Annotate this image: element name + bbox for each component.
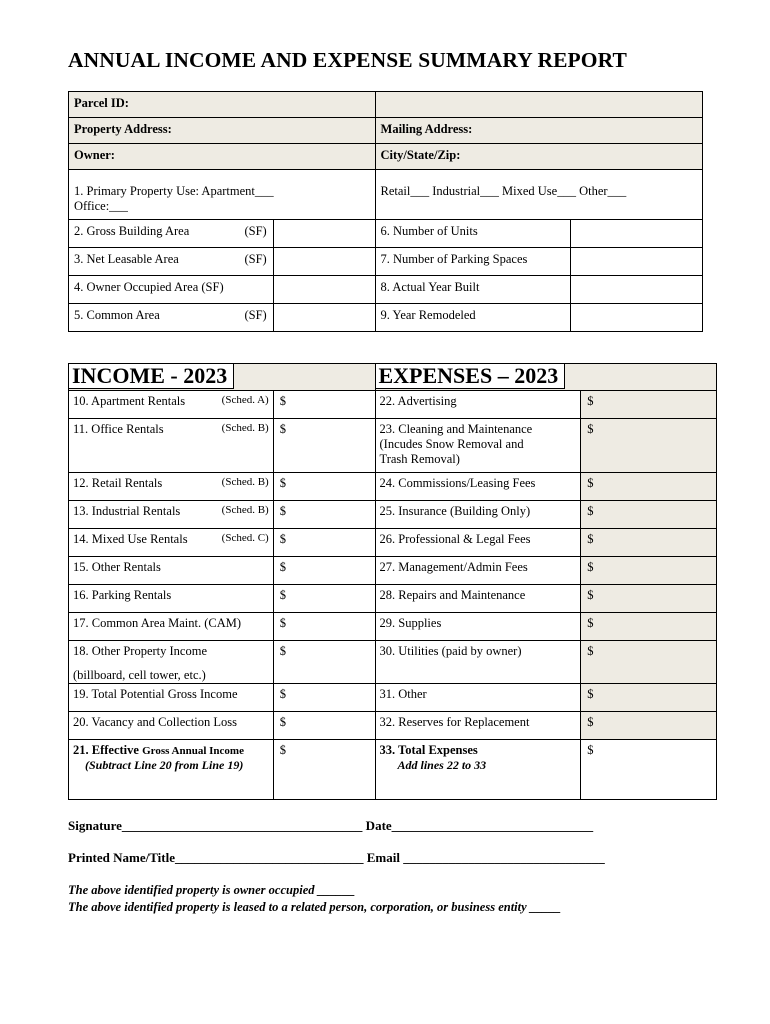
expense-line-label: 30. Utilities (paid by owner) [375,641,581,684]
gross-building-area-field[interactable] [273,220,375,248]
income-amount-field[interactable]: $ [273,419,375,473]
effective-gross-income-field[interactable]: $ [273,740,375,800]
owner-occupied-area-field[interactable] [273,276,375,304]
owner-label: Owner: [69,144,376,170]
printed-name-line: Printed Name/Title_____________________________ Email _______________________________ [68,850,605,865]
income-line-label: 10. Apartment Rentals (Sched. A) [69,391,274,419]
common-area-label: 5. Common Area (SF) [69,304,274,332]
income-line-label: 13. Industrial Rentals (Sched. B) [69,501,274,529]
primary-use-line2: Office:___ [74,199,128,213]
year-remodeled-label: 9. Year Remodeled [375,304,571,332]
expense-amount-field[interactable]: $ [581,641,717,684]
income-heading: INCOME - 2023 [69,364,234,389]
year-remodeled-field[interactable] [571,304,703,332]
primary-use-line1: 1. Primary Property Use: Apartment___ [74,184,274,198]
signature-line: Signature_____________________________________ Date_______________________________ [68,818,594,833]
page-title: ANNUAL INCOME AND EXPENSE SUMMARY REPORT [68,48,627,72]
income-amount-field[interactable]: $ [273,684,375,712]
expense-amount-field[interactable]: $ [581,684,717,712]
income-amount-field[interactable]: $ [273,613,375,641]
income-line-label: 19. Total Potential Gross Income [69,684,274,712]
income-line-label: 18. Other Property Income (billboard, cell tower, etc.) [69,641,274,684]
expense-amount-field[interactable]: $ [581,585,717,613]
income-heading-cell [69,364,376,391]
common-area-field[interactable] [273,304,375,332]
property-address-label: Property Address: [69,118,376,144]
income-amount-field[interactable]: $ [273,712,375,740]
expenses-heading: EXPENSES – 2023 [376,364,566,389]
table-row [69,557,717,585]
expense-amount-field[interactable]: $ [581,712,717,740]
use-options-cell [375,170,702,220]
expense-amount-field[interactable]: $ [581,557,717,585]
expense-line-label: 23. Cleaning and Maintenance (Incudes Snow Removal and Trash Removal) [375,419,581,473]
expense-amount-field[interactable]: $ [581,529,717,557]
expenses-heading-cell [375,364,717,391]
city-state-zip-label: City/State/Zip: [375,144,702,170]
income-line-label: 17. Common Area Maint. (CAM) [69,613,274,641]
parcel-id-label: Parcel ID: [69,92,376,118]
table-row [69,684,717,712]
income-line-label: 15. Other Rentals [69,557,274,585]
income-amount-field[interactable]: $ [273,391,375,419]
expense-line-label: 29. Supplies [375,613,581,641]
table-row [69,501,717,529]
number-of-units-label: 6. Number of Units [375,220,571,248]
income-expense-table [68,363,717,800]
expense-amount-field[interactable]: $ [581,613,717,641]
parcel-id-field[interactable] [375,92,702,118]
income-line-label: 16. Parking Rentals [69,585,274,613]
primary-use-cell [69,170,376,220]
total-expenses-field[interactable]: $ [581,740,717,800]
expense-line-label: 25. Insurance (Building Only) [375,501,581,529]
income-line-label: 12. Retail Rentals (Sched. B) [69,473,274,501]
table-row [69,613,717,641]
effective-gross-income-label: 21. Effective Gross Annual Income (Subtract Line 20 from Line 19) [69,740,274,800]
table-row [69,585,717,613]
expense-amount-field[interactable]: $ [581,419,717,473]
expense-amount-field[interactable]: $ [581,391,717,419]
expense-line-label: 32. Reserves for Replacement [375,712,581,740]
income-amount-field[interactable]: $ [273,641,375,684]
parking-spaces-field[interactable] [571,248,703,276]
number-of-units-field[interactable] [571,220,703,248]
expense-line-label: 22. Advertising [375,391,581,419]
income-line-label: 14. Mixed Use Rentals (Sched. C) [69,529,274,557]
expense-line-label: 26. Professional & Legal Fees [375,529,581,557]
income-amount-field[interactable]: $ [273,501,375,529]
net-leasable-area-label: 3. Net Leasable Area (SF) [69,248,274,276]
parking-spaces-label: 7. Number of Parking Spaces [375,248,571,276]
total-expenses-label: 33. Total Expenses Add lines 22 to 33 [375,740,581,800]
property-info-table [68,91,703,332]
owner-occupied-area-label: 4. Owner Occupied Area (SF) [69,276,274,304]
table-row [69,391,717,419]
gross-building-area-label: 2. Gross Building Area (SF) [69,220,274,248]
expense-line-label: 27. Management/Admin Fees [375,557,581,585]
totals-row [69,740,717,800]
income-amount-field[interactable]: $ [273,529,375,557]
table-row [69,529,717,557]
income-amount-field[interactable]: $ [273,473,375,501]
income-amount-field[interactable]: $ [273,585,375,613]
table-row [69,641,717,684]
income-amount-field[interactable]: $ [273,557,375,585]
table-row [69,419,717,473]
leased-related-note: The above identified property is leased to a related person, corporation, or business entity _____ [68,900,562,914]
net-leasable-area-field[interactable] [273,248,375,276]
income-line-label: 20. Vacancy and Collection Loss [69,712,274,740]
use-options: Retail___ Industrial___ Mixed Use___ Other___ [380,184,627,198]
expense-line-label: 31. Other [375,684,581,712]
expense-amount-field[interactable]: $ [581,501,717,529]
expense-line-label: 24. Commissions/Leasing Fees [375,473,581,501]
owner-occupied-note: The above identified property is owner occupied ______ [68,883,356,897]
expense-line-label: 28. Repairs and Maintenance [375,585,581,613]
income-line-label: 11. Office Rentals (Sched. B) [69,419,274,473]
mailing-address-label: Mailing Address: [375,118,702,144]
table-row [69,712,717,740]
year-built-label: 8. Actual Year Built [375,276,571,304]
table-row [69,473,717,501]
expense-amount-field[interactable]: $ [581,473,717,501]
year-built-field[interactable] [571,276,703,304]
